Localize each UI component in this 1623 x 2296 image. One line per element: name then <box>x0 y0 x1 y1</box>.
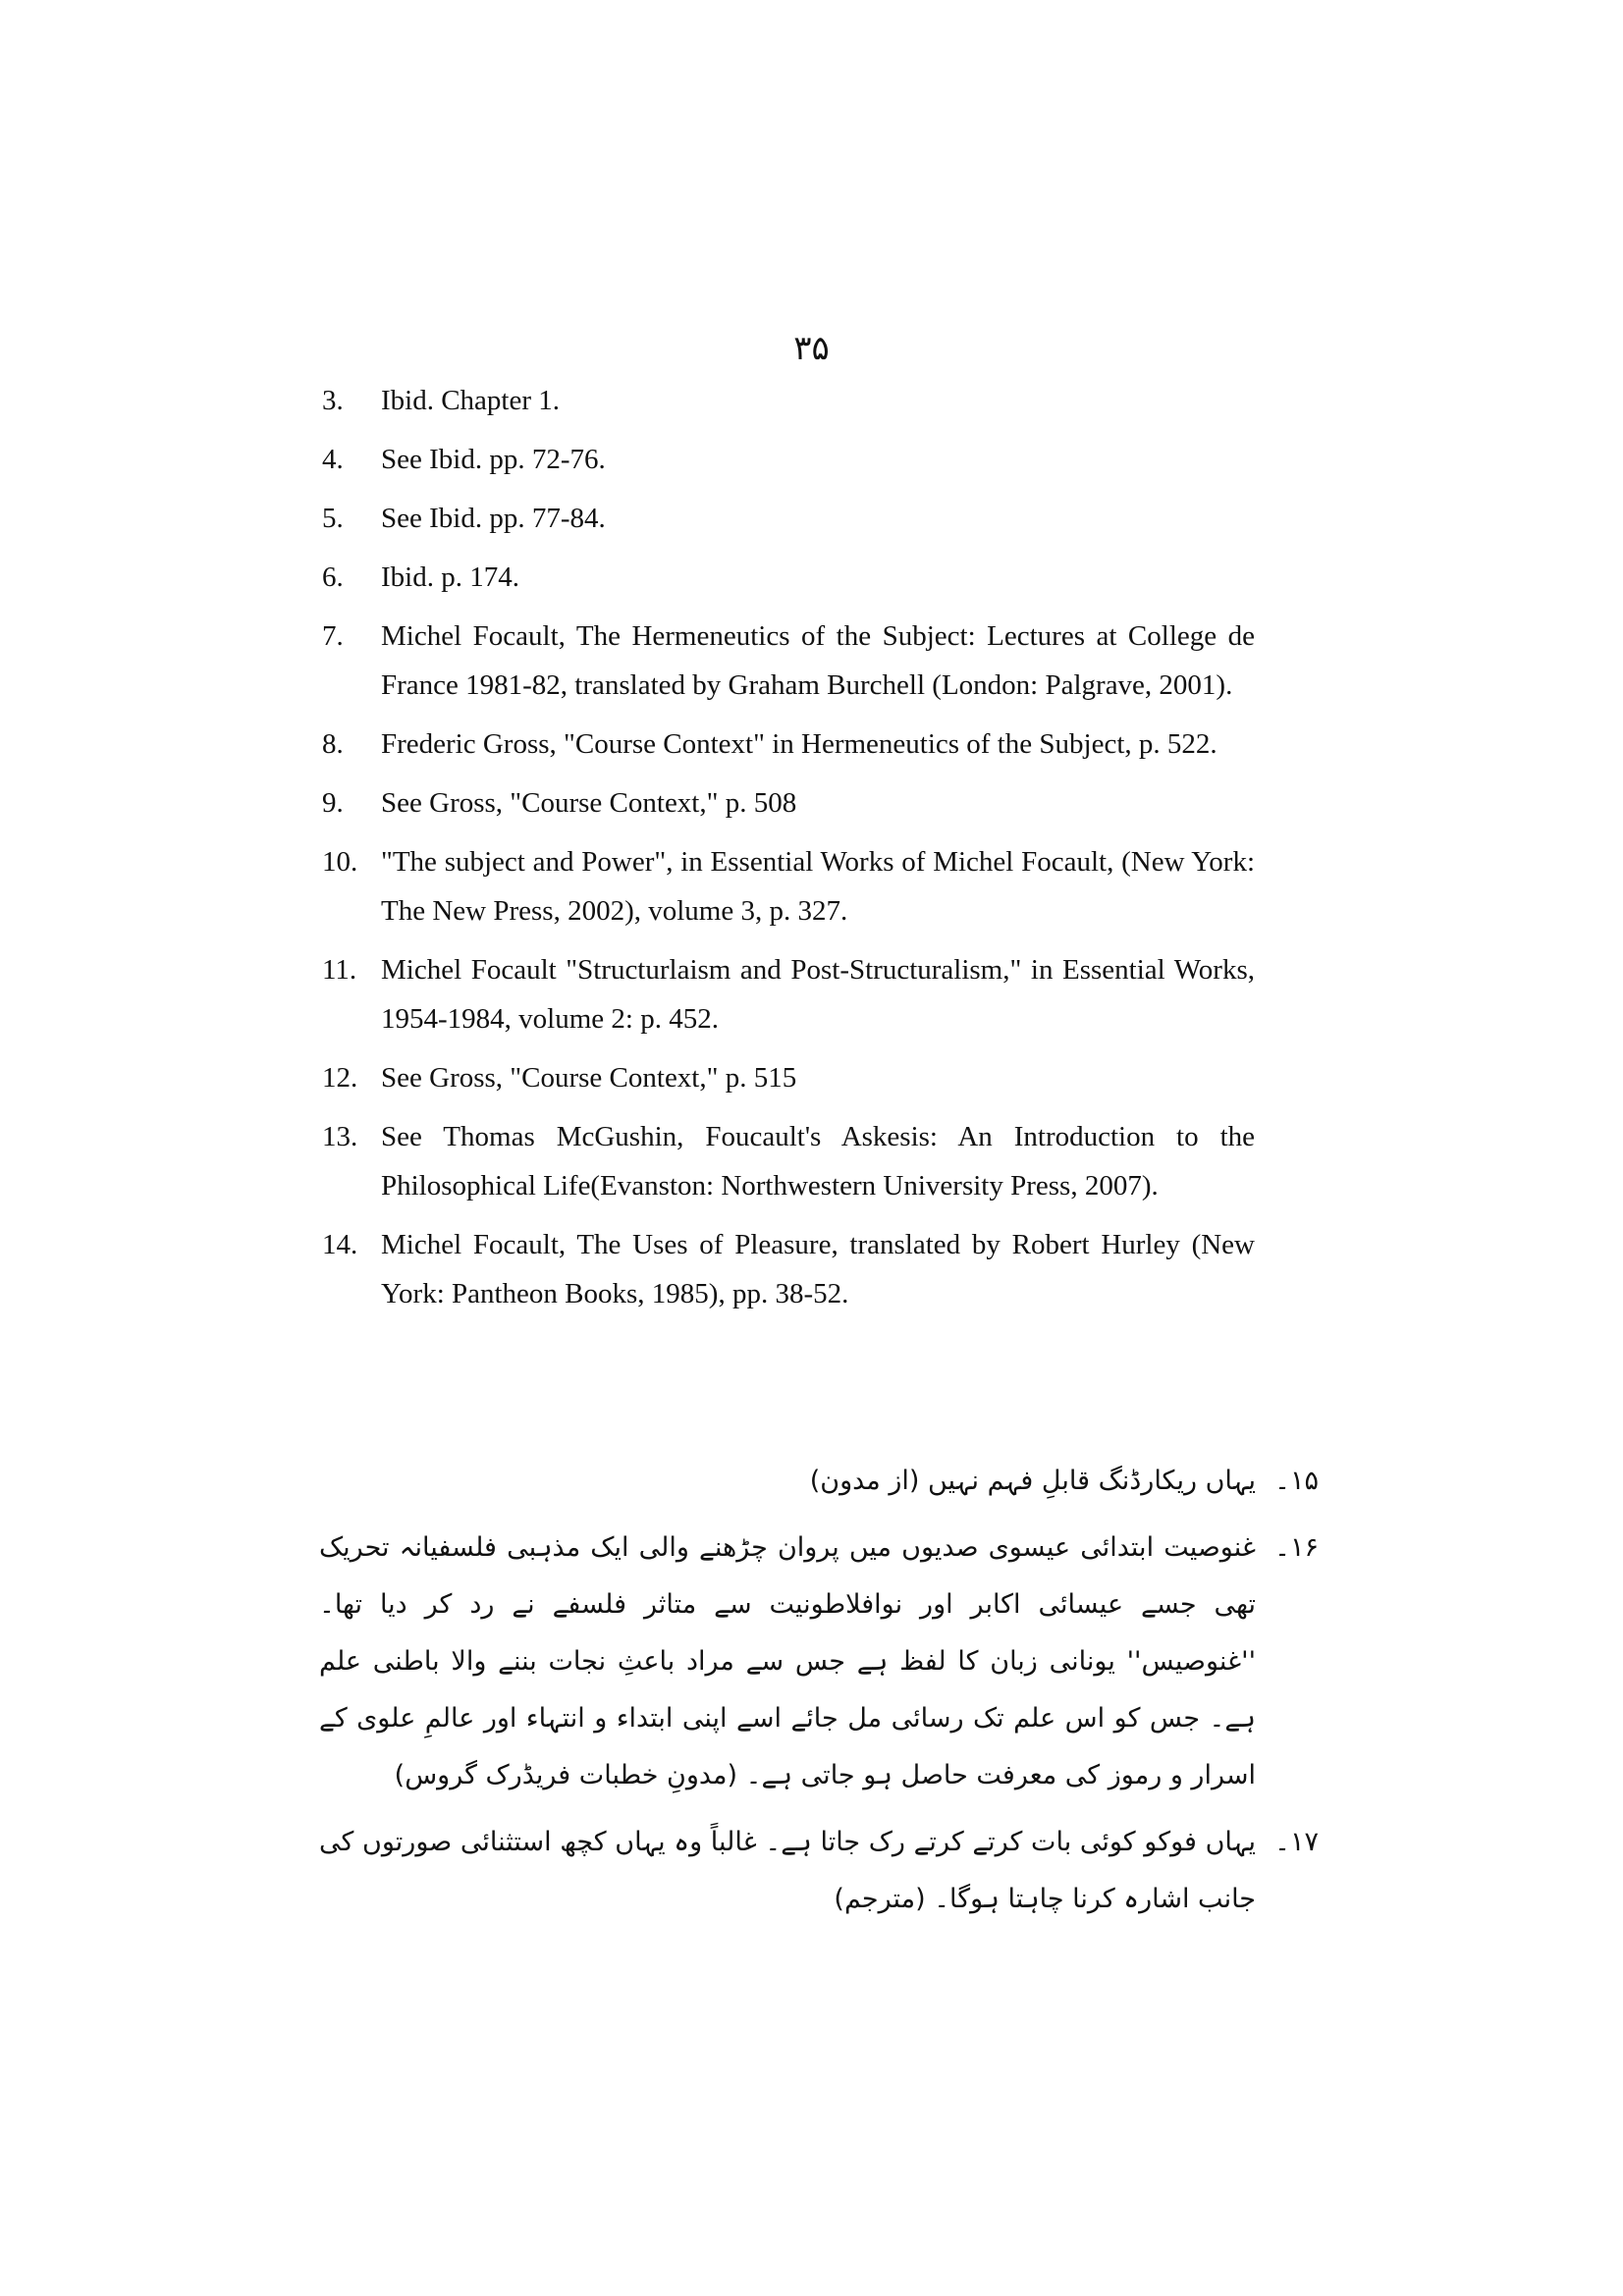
note-item <box>322 376 1255 425</box>
note-text: غنوصیت ابتدائی عیسوی صدیوں میں پروان چڑھنے والی ایک مذہبی فلسفیانہ تحریک تھی جسے عیسائی اکابر اور نوافلاطونیت سے متاثر فلسفے نے رد کر دیا تھا۔ ''غنوصیس'' یونانی زبان کا لفظ ہے جس سے مراد باعثِ نجات بننے والا باطنی علم ہے۔ جس کو اس علم تک رسائی مل جائے اسے اپنی ابتداء و انتہاء اور عالمِ علوی کے اسرار و رموز کی معرفت حاصل ہو جاتی ہے۔ (مدونِ خطبات فریڈرک گروس) <box>319 1532 1256 1790</box>
note-number: 6. <box>322 561 344 593</box>
urdu-note-item <box>319 1814 1319 1928</box>
note-item <box>322 553 1255 602</box>
note-text: See Ibid. pp. 77-84. <box>381 503 606 534</box>
note-number: 11. <box>322 954 357 986</box>
note-text: Michel Focault "Structurlaism and Post-Structuralism," in Essential Works, 1954-1984, volume 2: p. 452. <box>381 954 1255 1035</box>
note-item <box>322 1112 1255 1210</box>
note-item <box>322 837 1255 935</box>
note-text: یہاں فوکو کوئی بات کرتے کرتے رک جاتا ہے۔ غالباً وہ یہاں کچھ استثنائی صورتوں کی جانب اشارہ کرنا چاہتا ہوگا۔ (مترجم) <box>319 1827 1256 1914</box>
note-item <box>322 720 1255 769</box>
note-item <box>322 612 1255 710</box>
urdu-note-item <box>319 1453 1319 1510</box>
note-number: ۱۶۔ <box>1274 1532 1319 1563</box>
urdu-note-item <box>319 1520 1319 1804</box>
note-number: 7. <box>322 620 344 652</box>
note-item <box>322 494 1255 543</box>
note-text: Michel Focault, The Hermeneutics of the Subject: Lectures at College de France 1981-82, translated by Graham Burchell (London: Palgrave, 2001). <box>381 620 1255 701</box>
note-number: 13. <box>322 1121 358 1152</box>
note-text: Michel Focault, The Uses of Pleasure, translated by Robert Hurley (New York: Pantheon Books, 1985), pp. 38-52. <box>381 1229 1255 1309</box>
note-item <box>322 1220 1255 1318</box>
note-number: 4. <box>322 444 344 475</box>
note-number: 10. <box>322 846 358 878</box>
note-number: 12. <box>322 1062 358 1094</box>
note-text: See Gross, "Course Context," p. 508 <box>381 787 797 819</box>
english-notes-list <box>322 376 1255 1328</box>
note-text: "The subject and Power", in Essential Works of Michel Focault, (New York: The New Press, 2002), volume 3, p. 327. <box>381 846 1255 927</box>
note-text: See Gross, "Course Context," p. 515 <box>381 1062 797 1094</box>
note-text: یہاں ریکارڈنگ قابلِ فہم نہیں (از مدون) <box>809 1466 1256 1496</box>
note-item <box>322 945 1255 1043</box>
note-text: See Ibid. pp. 72-76. <box>381 444 606 475</box>
page-number: ۳۵ <box>793 331 830 367</box>
note-item <box>322 1053 1255 1102</box>
note-text: Ibid. p. 174. <box>381 561 519 593</box>
note-item <box>322 778 1255 828</box>
note-text: Ibid. Chapter 1. <box>381 385 561 416</box>
note-number: ۱۷۔ <box>1274 1827 1319 1857</box>
note-number: 9. <box>322 787 344 819</box>
note-number: 14. <box>322 1229 358 1260</box>
note-text: See Thomas McGushin, Foucault's Askesis: An Introduction to the Philosophical Life(Evanston: Northwestern University Press, 2007). <box>381 1121 1255 1201</box>
note-item <box>322 435 1255 484</box>
note-number: 8. <box>322 728 344 760</box>
note-number: 3. <box>322 385 344 416</box>
note-text: Frederic Gross, "Course Context" in Hermeneutics of the Subject, p. 522. <box>381 728 1217 760</box>
note-number: ۱۵۔ <box>1274 1466 1319 1496</box>
note-number: 5. <box>322 503 344 534</box>
urdu-notes-list <box>319 1453 1319 1938</box>
